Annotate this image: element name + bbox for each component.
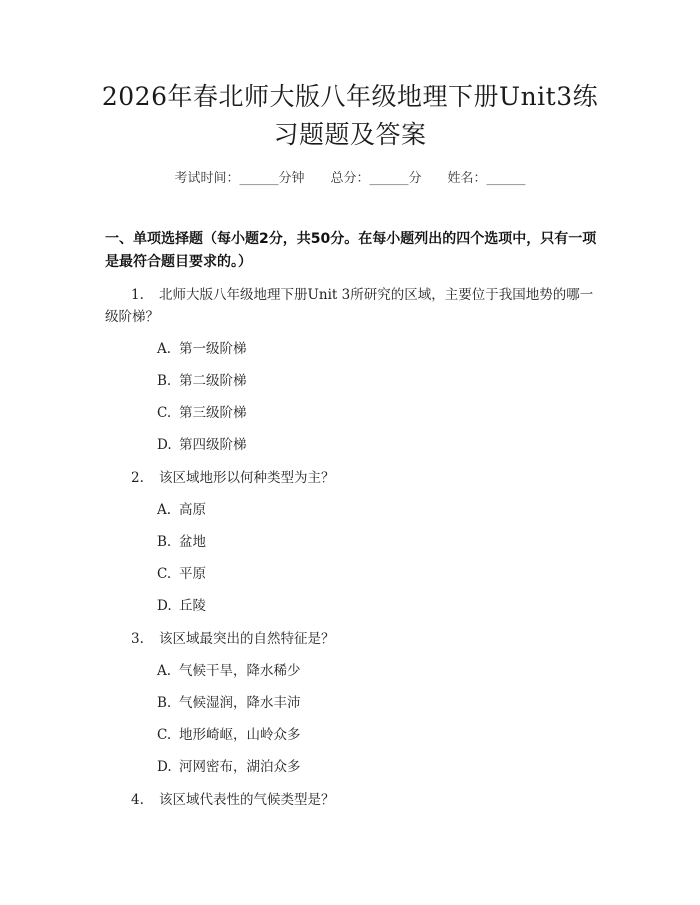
option-letter: B. xyxy=(157,373,172,389)
option-text: 第三级阶梯 xyxy=(179,405,247,421)
option-a xyxy=(157,339,605,371)
option-text: 第二级阶梯 xyxy=(179,373,247,389)
option-c xyxy=(157,403,605,435)
question-3 xyxy=(105,628,605,789)
option-letter: B. xyxy=(157,534,172,550)
exam-time-label: 考试时间：______分钟 xyxy=(174,171,305,186)
total-score-label: 总分：______分 xyxy=(330,171,422,186)
option-d xyxy=(157,435,605,467)
question-number: 1. xyxy=(131,287,144,303)
question-4 xyxy=(105,789,605,811)
option-a xyxy=(157,500,605,532)
option-c xyxy=(157,725,605,757)
exam-info-line xyxy=(0,167,700,186)
option-list xyxy=(105,339,605,467)
option-text: 气候干旱，降水稀少 xyxy=(179,663,301,679)
question-stem: 该区域地形以何种类型为主？ xyxy=(159,470,335,486)
option-b xyxy=(157,693,605,725)
question-text xyxy=(105,467,605,489)
option-text: 气候湿润，降水丰沛 xyxy=(179,695,301,711)
question-text xyxy=(105,628,605,650)
option-letter: C. xyxy=(157,566,172,582)
question-text xyxy=(105,789,605,811)
page-title: 2026年春北师大版八年级地理下册Unit3练习题题及答案 xyxy=(101,82,599,149)
question-number: 2. xyxy=(131,470,144,486)
option-text: 地形崎岖，山岭众多 xyxy=(179,727,301,743)
option-letter: D. xyxy=(157,598,172,614)
option-letter: A. xyxy=(157,663,172,679)
question-stem: 该区域代表性的气候类型是？ xyxy=(159,792,335,808)
option-letter: D. xyxy=(157,437,172,453)
question-stem: 北师大版八年级地理下册Unit 3所研究的区域，主要位于我国地势的哪一级阶梯？ xyxy=(105,287,594,325)
option-letter: A. xyxy=(157,341,172,357)
question-number: 4. xyxy=(131,792,144,808)
option-b xyxy=(157,532,605,564)
option-letter: C. xyxy=(157,405,172,421)
section-heading: 一、单项选择题（每小题2分，共50分。在每小题列出的四个选项中，只有一项是最符合题目要求的。） xyxy=(105,231,597,270)
question-2 xyxy=(105,467,605,628)
question-number: 3. xyxy=(131,631,144,647)
option-text: 河网密布，湖泊众多 xyxy=(179,759,301,775)
option-list xyxy=(105,500,605,628)
option-d xyxy=(157,596,605,628)
question-stem: 该区域最突出的自然特征是？ xyxy=(159,631,335,647)
option-text: 第一级阶梯 xyxy=(179,341,247,357)
option-letter: A. xyxy=(157,502,172,518)
student-name-label: 姓名：______ xyxy=(447,171,526,186)
option-text: 平原 xyxy=(179,566,206,582)
option-letter: D. xyxy=(157,759,172,775)
option-text: 第四级阶梯 xyxy=(179,437,247,453)
option-c xyxy=(157,564,605,596)
option-b xyxy=(157,371,605,403)
option-list xyxy=(105,661,605,789)
option-letter: C. xyxy=(157,727,172,743)
question-1 xyxy=(105,284,605,467)
option-text: 丘陵 xyxy=(179,598,206,614)
option-text: 盆地 xyxy=(179,534,206,550)
option-text: 高原 xyxy=(179,502,206,518)
option-d xyxy=(157,757,605,789)
option-letter: B. xyxy=(157,695,172,711)
option-a xyxy=(157,661,605,693)
question-list xyxy=(105,284,605,811)
question-text xyxy=(105,284,605,328)
